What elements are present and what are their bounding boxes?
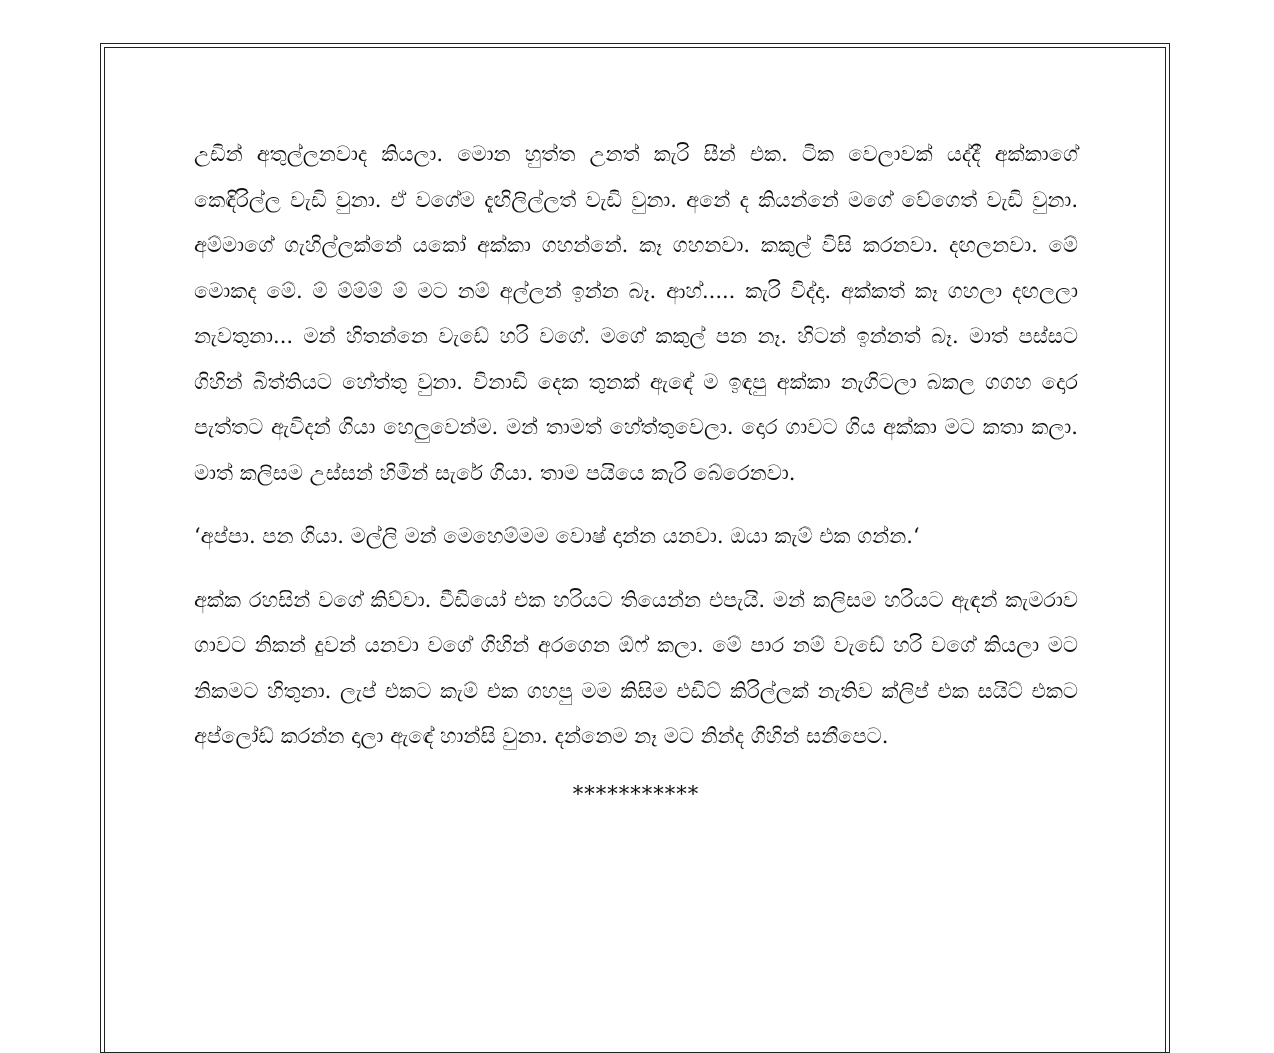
paragraph-1: උඩින් අතුල්ලනවාද කියලා. මොන හුත්ත උනත් කැරි සීන් එක. ටික වෙලාවක් යද්දී අක්කාගේ කෙඳිරිල්ල වැඩි වුනා. ඒ වගේම දැඟිලිල්ලත් වැඩි වුනා. අනේ ද කියන්නේ මගේ වේගෙත් වැඩි වුනා. අම්මාගේ ගැහිල්ලක්නේ යකෝ අක්කා ගහන්නේ. කෑ ගහනවා. කකුල් විසි කරනවා. දඟලනවා. මේ මොකද මේ. ම් ම්ම්ම් ම් මට නම් අල්ලන් ඉන්න බෑ. ආහ්..... කැරි විද්දා. අක්කත් කෑ ගහලා දඟලලා නැවතුනා... මන් හිතන්නෙ වැඩේ හරි වගේ. මගේ කකුල් පන නෑ. හිටන් ඉන්නත් බෑ. මාත් පස්සට ගිහින් බිත්තියට හේත්තු වුනා. විනාඩි දෙක තුනක් ඇඳේ ම ඉඳපු අක්කා නැගිටලා බකල ගගහ දොර පැත්තට ඇවිදන් ගියා හෙලුවෙන්ම. මන් තාමත් හේත්තුවෙලා. දොර ගාවට ගිය අක්කා මට කතා කලා. මාත් කලිසම උස්සන් හිමින් සැරේ ගියා. තාම පයියෙ කැරි බේරෙනවා.: [194, 142, 1078, 485]
section-separator: ***********: [572, 781, 700, 806]
paragraph-3: අක්ක රහසින් වගේ කිව්වා. වීඩියෝ එක හරියට තියෙන්න එපැයි. මන් කලිසම හරියට ඇඳන් කැමරාව ගාවට නිකන් දුවන් යනවා වගේ ගිහින් අරගෙන ඕෆ් කලා. මේ පාර නම් වැඩේ හරි වගේ කියලා මට නිකමට හිතුනා. ලැප් එකට කැම් එක ගහපු මම කිසිම එඩිට් කිරිල්ලක් නැතිව ක්ලිප් එක සයිට් එකට අප්ලෝඩ් කරන්න දාලා ඇඳේ හාන්සි වුනා. දන්නෙම නෑ මට නින්ද ගිහින් සනීපෙට.: [194, 587, 1078, 748]
document-body: [194, 132, 1078, 814]
paragraph-2-dialogue: ‘අප්පා. පන ගියා. මල්ලි මන් මෙහෙම්මම වොෂ් දාන්න යනවා. ඔයා කැම් එක ගන්න.‘: [194, 524, 920, 548]
